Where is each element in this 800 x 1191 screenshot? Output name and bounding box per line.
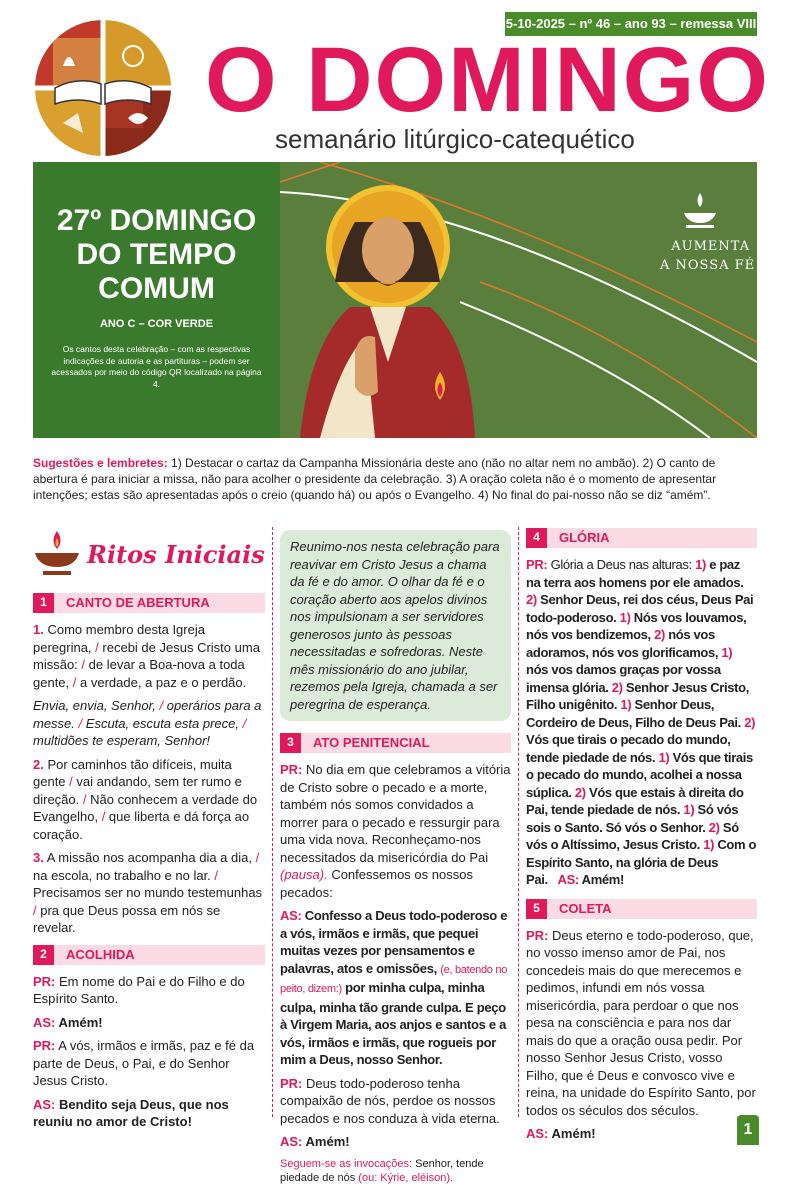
column-3 <box>526 522 757 1149</box>
gloria-line: Só vós sois o Santo. Só vós o Senhor. <box>526 802 739 835</box>
sunday-title <box>33 204 280 306</box>
assembly-label: AS: <box>526 1126 549 1141</box>
campaign-line2: A NOSSA FÉ! <box>660 258 762 273</box>
presider-text: Deus eterno e todo-poderoso, que, no vosso imenso amor de Pai, nos concedeis mais do que merecemos e pedimos, infundi em nós vossa misericórdia, para perdoar o que nos pesa na consciência e para nos dar mais do que a oração ousa pedir. Por nosso Senhor Jesus Cristo, vosso Filho, que é Deus e convosco vive e reina, na unidade do Espírito Santo, por todos os séculos dos séculos. <box>526 927 756 1118</box>
presider-line <box>280 1075 511 1128</box>
verse-line: Precisamos ser no mundo testemunhas <box>33 885 263 900</box>
gloria-line: nós vos adoramos, nós vos glorificamos, <box>526 627 719 660</box>
assembly-label: AS: <box>557 872 579 887</box>
presider-text: No dia em que celebramos a vitória de Cristo sobre o pecado e a morte, também nós somos convidados a morrer para o pecado e ressurgir para uma vida nova. Reconheçamo-nos necessitados da misericórdia do Pai <box>280 762 511 865</box>
section-header-5 <box>526 899 757 919</box>
assembly-label: AS: <box>33 1096 56 1112</box>
verse-line: na escola, no trabalho e no lar. <box>33 867 211 883</box>
rubric: (ou: Kýrie, eléison). <box>358 1171 454 1184</box>
section-number: 3 <box>280 733 301 753</box>
presider-text: Em nome do Pai e do Filho e do Espírito Santo. <box>33 973 245 1006</box>
presider-label: PR: <box>33 1038 56 1053</box>
presider-label: PR: <box>33 973 56 989</box>
verse-line: pra que Deus possa em nós se revelar. <box>33 902 221 935</box>
part-number: 2) <box>705 819 720 835</box>
lamp-icon <box>33 529 81 582</box>
part-number: 1) <box>680 802 695 817</box>
section-number: 5 <box>526 899 547 919</box>
refrain-line: Escuta, escuta esta prece, <box>82 715 239 731</box>
liturgical-year: ANO C – COR VERDE <box>99 318 214 330</box>
ritos-iniciais-title: Ritos Iniciais <box>87 540 265 570</box>
verse-line: a verdade, a paz e o perdão. <box>76 674 247 690</box>
verse-line: Não conhecem a verdade do Evangelho, <box>33 791 258 824</box>
gloria-line: Só vós o Altíssimo, Jesus Cristo. <box>526 819 739 852</box>
presider-label: PR: <box>280 1075 303 1091</box>
hymn-verse-1: 1. Como membro desta Igreja peregrina, / recebi de Jesus Cristo uma missão: / de levar a Boa-nova a toda gente, / a verdade, a paz e o perdão. <box>33 622 260 690</box>
verse-line: A missão nos acompanha dia a dia, <box>43 850 252 865</box>
presider-line <box>280 761 511 901</box>
verse-line: Por caminhos tão difíceis, muita gente <box>33 756 232 789</box>
section-header-1 <box>33 593 265 613</box>
assembly-text: por minha culpa, minha culpa, minha tão grande culpa. E peço à Virgem Maria, aos anjos e santos e a vós, irmãos e irmãs, que rogueis por mim a Deus, nosso Senhor. <box>280 980 507 1067</box>
gloria-line: Senhor Deus, rei dos céus, Deus Pai todo-poderoso. <box>526 592 754 625</box>
presider-text: A vós, irmãos e irmãs, paz e fé da parte de Deus, o Pai, e do Senhor Jesus Cristo. <box>33 1038 255 1088</box>
gloria-line: Senhor Jesus Cristo, Filho unigênito. <box>526 679 749 712</box>
issue-info: 5-10-2025 – nº 46 – ano 93 – remessa VIII <box>505 12 757 36</box>
rubric: Seguem-se as invocações: <box>280 1157 413 1170</box>
introduction-box: Reunimo-nos nesta celebração para reavivar em Cristo Jesus a chama da fé e do amor. O olhar da fé e o coração aberto aos apelos divinos nos impulsionam a ser servidores generosos junto às pessoas necessitadas e sofredoras. Neste mês missionário do ano jubilar, rezemos pela Igreja, chamada a ser peregrina de esperança. <box>280 530 511 721</box>
assembly-label: AS: <box>280 1134 303 1149</box>
part-number: 1) <box>699 837 715 852</box>
section-title: CANTO DE ABERTURA <box>66 595 210 611</box>
sunday-title-line3: COMUM <box>98 272 215 305</box>
gloria-line: Nós vos louvamos, nós vos bendizemos, <box>526 609 747 642</box>
part-number: 2) <box>650 627 665 642</box>
liturgical-logo <box>33 18 173 158</box>
assembly-text: Bendito seja Deus, que nos reuniu no amor de Cristo! <box>33 1096 229 1129</box>
part-number: 2) <box>571 784 586 800</box>
presider-text: Deus todo-poderoso tenha compaixão de nós, perdoe os nossos pecados e nos conduza à vida eterna. <box>280 1075 500 1126</box>
part-number: 1) <box>691 557 706 572</box>
refrain-line: Envia, envia, Senhor, <box>33 698 156 713</box>
part-number: 1) <box>617 697 632 712</box>
verse-line: vai andando, sem ter rumo e direção. <box>33 774 242 807</box>
verse-number: 1. <box>33 622 44 637</box>
hymn-verse-2: 2. Por caminhos tão difíceis, muita gente / vai andando, sem ter rumo e direção. / Não conhecem a verdade do Evangelho, / que liberta e dá força ao coração. <box>33 756 258 842</box>
assembly-text: Amém! <box>548 1126 596 1141</box>
part-number: 1) <box>718 644 733 660</box>
page-number: 1 <box>737 1115 759 1145</box>
assembly-line <box>280 1133 511 1151</box>
newspaper-title: O DOMINGO <box>205 29 770 131</box>
ritos-header <box>33 527 265 583</box>
presider-text: Glória a Deus nas alturas: <box>547 557 692 572</box>
section-header-2 <box>33 945 265 965</box>
presider-line <box>526 927 757 1120</box>
presider-text: Confessemos os nossos pecados: <box>280 867 473 900</box>
assembly-line <box>33 1096 265 1131</box>
gloria-line: Vós que tirais o pecado do mundo, acolhei a nossa súplica. <box>526 749 753 800</box>
section-title: ACOLHIDA <box>66 946 135 962</box>
section-number: 2 <box>33 945 54 965</box>
gloria-line: Senhor Deus, Cordeiro de Deus, Filho de Deus Pai. <box>526 697 741 730</box>
hymn-verse-3: 3. A missão nos acompanha dia a dia, / na escola, no trabalho e no lar. / Precisamos ser no mundo testemunhas / pra que Deus possa em nós se revelar. <box>33 850 263 935</box>
section-title: GLÓRIA <box>559 530 610 546</box>
presider-line <box>33 1037 265 1090</box>
section-number: 1 <box>33 593 54 613</box>
column-2 <box>280 530 511 1191</box>
jesus-illustration <box>280 162 757 438</box>
suggestions-label: Sugestões e lembretes: <box>33 456 168 470</box>
part-number: 2) <box>526 592 537 607</box>
section-header-3 <box>280 733 511 753</box>
assembly-text: Amém! <box>578 872 624 887</box>
gloria-text <box>526 556 757 889</box>
hero-note: Os cantos desta celebração – com as respectivas indicações de autoria e as partituras – podem ser acessados por meio do código QR localizado na página 4. <box>51 344 262 389</box>
rubric: (pausa). <box>280 867 328 882</box>
column-1 <box>33 527 265 1137</box>
column-divider <box>272 527 273 1117</box>
verse-line: Como membro desta Igreja peregrina, <box>33 622 205 655</box>
suggestions <box>33 455 757 503</box>
verse-number: 2. <box>33 756 44 772</box>
assembly-text: Amém! <box>55 1014 103 1030</box>
sunday-title-line2: DO TEMPO <box>76 238 237 271</box>
presider-label: PR: <box>526 927 549 943</box>
refrain-line: multidões te esperam, Senhor! <box>33 733 211 748</box>
gloria-line: e paz na terra aos homens por ele amados. <box>526 557 744 590</box>
gloria-line: Vós que tirais o pecado do mundo, tende piedade de nós. <box>526 732 731 765</box>
part-number: 2) <box>740 714 756 730</box>
refrain-line: operários para a messe. <box>33 698 262 731</box>
campaign-line1: AUMENTA <box>671 239 751 254</box>
invocations-note <box>280 1157 511 1185</box>
gloria-line: Com o Espírito Santo, na glória de Deus Pai. <box>526 837 757 887</box>
assembly-text: Confesso a Deus todo-poderoso e a vós, irmãos e irmãs, que pequei muitas vezes por pensamentos e palavras, atos e omissões, <box>280 908 508 976</box>
part-number: 1) <box>655 749 670 765</box>
section-number: 4 <box>526 528 547 548</box>
assembly-text: Amém! <box>302 1134 350 1149</box>
assembly-line <box>33 1014 265 1032</box>
newspaper-subtitle: semanário litúrgico-catequético <box>275 124 635 154</box>
gloria-line: Vós que estais à direita do Pai, tende piedade de nós. <box>526 784 744 817</box>
presider-line <box>33 973 265 1008</box>
assembly-line <box>280 907 511 1069</box>
section-header-4 <box>526 528 757 548</box>
campaign-slogan <box>660 237 761 275</box>
assembly-label: AS: <box>33 1014 56 1030</box>
verse-line: recebi de Jesus Cristo uma missão: <box>33 639 260 672</box>
part-number: 1) <box>616 609 631 625</box>
hymn-refrain: Envia, envia, Senhor, / operários para a messe. / Escuta, escuta esta prece, / multidões te esperam, Senhor! <box>33 698 262 748</box>
invocation-text: Senhor, tende piedade de nós <box>280 1157 484 1184</box>
column-divider <box>518 527 519 1117</box>
sunday-title-line1: 27º DOMINGO <box>56 204 257 237</box>
assembly-label: AS: <box>280 908 302 923</box>
suggestions-text: 1) Destacar o cartaz da Campanha Missionária deste ano (não no altar nem no ambão). 2) O canto de abertura é para iniciar a missa, não para acolher o presidente da celebração. 3) A oração coleta não é o momento de apresentar intenções; estas são apresentadas após o creio (quando há) ou após o Evangelho. 4) No final do pai-nosso não se diz “amém”. <box>33 456 717 502</box>
gloria-line: nós vos damos graças por vossa imensa glória. <box>526 662 721 695</box>
part-number: 2) <box>608 679 623 695</box>
verse-line: de levar a Boa-nova a toda gente, <box>33 657 245 690</box>
assembly-line <box>526 1125 757 1143</box>
hero-title-panel <box>33 162 280 438</box>
section-title: COLETA <box>559 900 612 916</box>
verse-number: 3. <box>33 850 44 865</box>
section-title: ATO PENITENCIAL <box>313 735 430 751</box>
presider-label: PR: <box>526 557 548 572</box>
rubric: (e, batendo no peito, dizem:) <box>280 963 508 995</box>
presider-label: PR: <box>280 762 303 777</box>
verse-line: que liberta e dá força ao coração. <box>33 809 250 842</box>
